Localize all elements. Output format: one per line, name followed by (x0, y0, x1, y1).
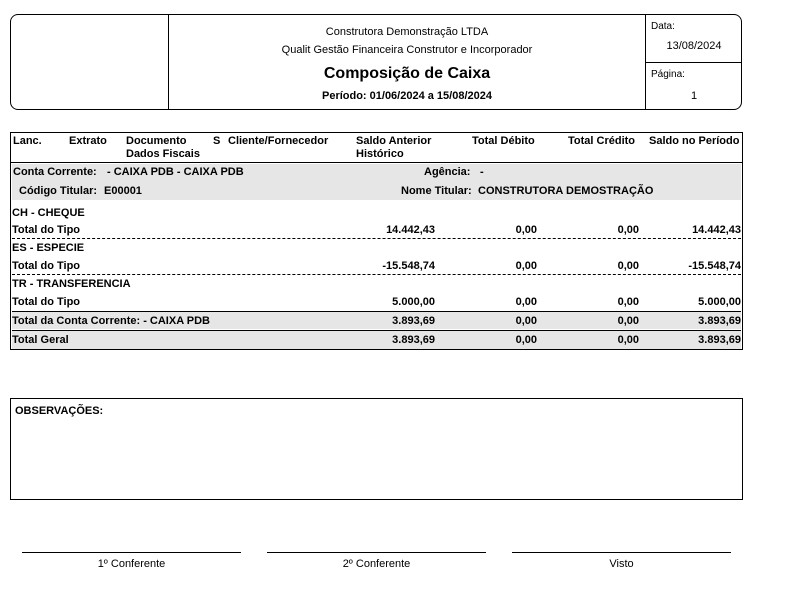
holder-code-value: E00001 (104, 185, 142, 197)
group-total-saldo: -15.548,74 (382, 260, 435, 272)
group-total-periodo: -15.548,74 (688, 260, 741, 272)
group-total-debito: 0,00 (515, 224, 537, 236)
grand-total-saldo: 3.893,69 (392, 334, 435, 346)
account-label: Conta Corrente: (13, 166, 97, 178)
holder-name-label: Nome Titular: (401, 185, 472, 197)
column-header-historico: Histórico (356, 148, 404, 160)
account-total-divider (12, 311, 741, 312)
page-label: Página: (651, 69, 685, 80)
grand-total-credito: 0,00 (617, 334, 639, 346)
account-value: - CAIXA PDB - CAIXA PDB (107, 166, 244, 178)
page-number: 1 (690, 90, 698, 102)
holder-code-label: Código Titular: (19, 185, 98, 197)
group-total-credito: 0,00 (617, 296, 639, 308)
group-title: CH - CHEQUE (12, 207, 85, 219)
group-total-debito: 0,00 (515, 260, 537, 272)
column-header-extrato: Extrato (69, 135, 107, 147)
group-divider (12, 238, 741, 239)
group-total-label: Total do Tipo (12, 296, 81, 308)
column-header-cliente: Cliente/Fornecedor (228, 135, 329, 147)
column-header-total-debito: Total Débito (472, 135, 535, 147)
header-divider (646, 62, 742, 63)
agency-value: - (480, 166, 484, 178)
header-separator (11, 162, 742, 163)
account-total-label: Total da Conta Corrente: - CAIXA PDB (12, 315, 211, 327)
group-total-debito: 0,00 (515, 296, 537, 308)
signature-line (267, 552, 486, 553)
column-header-saldo-periodo: Saldo no Período (649, 135, 740, 147)
group-total-credito: 0,00 (617, 224, 639, 236)
signature-label-first-checker: 1º Conferente (97, 558, 166, 570)
observations-box (10, 398, 743, 500)
group-title: ES - ESPECIE (12, 242, 85, 254)
column-header-s: S (213, 135, 221, 147)
group-total-saldo: 14.442,43 (386, 224, 435, 236)
date-value: 13/08/2024 (666, 40, 722, 52)
grand-total-debito: 0,00 (515, 334, 537, 346)
product-name: Qualit Gestão Financeira Construtor e Incorporador (281, 44, 533, 56)
holder-name-value: CONSTRUTORA DEMOSTRAÇÃO (478, 185, 654, 197)
page-title: Composição de Caixa (323, 65, 491, 82)
observations-label: OBSERVAÇÕES: (15, 405, 104, 417)
company-name: Construtora Demonstração LTDA (325, 26, 489, 38)
account-total-saldo: 3.893,69 (392, 315, 435, 327)
group-total-saldo: 5.000,00 (392, 296, 435, 308)
grand-total-periodo: 3.893,69 (698, 334, 741, 346)
date-label: Data: (651, 21, 675, 32)
signature-line (512, 552, 731, 553)
column-header-dados-fiscais: Dados Fiscais (126, 148, 200, 160)
group-total-label: Total do Tipo (12, 224, 81, 236)
group-total-label: Total do Tipo (12, 260, 81, 272)
group-total-periodo: 5.000,00 (698, 296, 741, 308)
group-title: TR - TRANSFERENCIA (12, 278, 131, 290)
column-header-total-credito: Total Crédito (568, 135, 636, 147)
grand-total-label: Total Geral (12, 334, 69, 346)
report-period: Período: 01/06/2024 a 15/08/2024 (321, 90, 492, 102)
grand-total-divider (12, 330, 741, 331)
group-total-credito: 0,00 (617, 260, 639, 272)
column-header-lanc: Lanc. (13, 135, 42, 147)
signature-label-second-checker: 2º Conferente (342, 558, 411, 570)
account-total-periodo: 3.893,69 (698, 315, 741, 327)
group-divider (12, 274, 741, 275)
cash-composition-table (10, 132, 743, 350)
group-total-periodo: 14.442,43 (692, 224, 741, 236)
signature-label-approved: Visto (609, 558, 634, 570)
account-total-debito: 0,00 (515, 315, 537, 327)
report-header (10, 14, 742, 110)
account-total-credito: 0,00 (617, 315, 639, 327)
agency-label: Agência: (424, 166, 471, 178)
column-header-saldo-anterior: Saldo Anterior (356, 135, 432, 147)
column-header-documento: Documento (126, 135, 187, 147)
signature-line (22, 552, 241, 553)
